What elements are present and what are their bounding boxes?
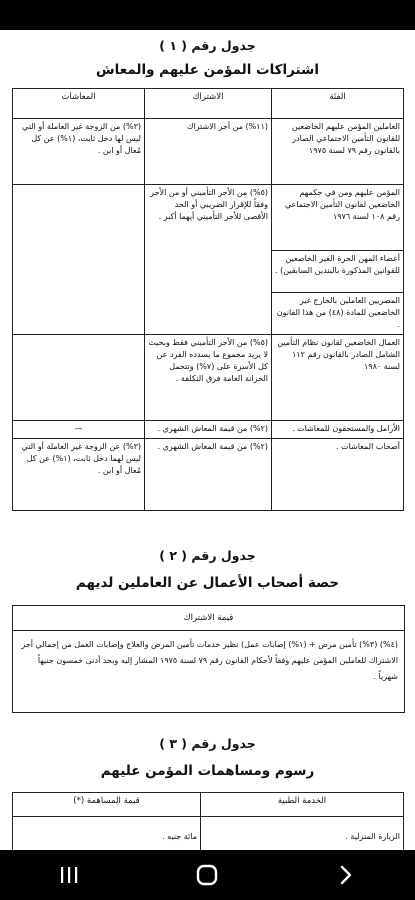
table2 bbox=[12, 605, 405, 713]
table1-cell: (٣%) من الزوجة غير العاملة أو التي ليس لها دخل ثابت، (١%) عن كل مُعال أو ابن . bbox=[13, 119, 145, 185]
recent-apps-button[interactable] bbox=[39, 855, 99, 895]
home-icon bbox=[196, 864, 218, 886]
table1-title: جدول رقم ( ١ ) bbox=[159, 38, 256, 53]
table2-body: (٤%) (٣%) تأمين مرض + (١%) إصابات عمل) نظير خدمات تأمين المرض والعلاج وإصابات العمل من إجمالي أجر الاشتراك للعاملين المؤمن عليهم وفقاً لأحكام القانون رقم ٧٩ لسنة ١٩٧٥ المشار إليه وبحد أدنى خمسون جنيهاً شهرياً . bbox=[21, 640, 398, 681]
table1 bbox=[12, 88, 404, 511]
table1-header-category: الفئة bbox=[272, 89, 404, 119]
table3-header-service: الخدمة الطبية bbox=[201, 793, 404, 817]
table1-cell: المصريين العاملين بالخارج غير الخاضعين للمادة (٤٨) من هذا القانون . bbox=[272, 293, 404, 335]
table3-subtitle: رسوم ومساهمات المؤمن عليهم bbox=[100, 763, 315, 779]
table1-cell: الأرامل والمستحقون للمعاشات . bbox=[272, 421, 404, 439]
table1-cell: أصحاب المعاشات . bbox=[272, 439, 404, 511]
table1-subtitle: اشتراكات المؤمن عليهم والمعاش bbox=[96, 62, 319, 78]
back-button[interactable] bbox=[316, 855, 376, 895]
table1-cell bbox=[13, 335, 145, 421]
table2-header: قيمة الاشتراك bbox=[13, 606, 404, 631]
table-row bbox=[13, 185, 404, 251]
table1-header-pensions: المعاشات bbox=[13, 89, 145, 119]
table3-cell: مائة جنيه . bbox=[13, 817, 201, 851]
table1-cell: — bbox=[13, 421, 145, 439]
table-row bbox=[13, 421, 404, 439]
table1-cell: (٢%) من قيمة المعاش الشهري . bbox=[145, 421, 272, 439]
table2-subtitle: حصة أصحاب الأعمال عن العاملين لديهم bbox=[75, 575, 340, 591]
table-row bbox=[13, 119, 404, 185]
document-page[interactable] bbox=[0, 30, 415, 850]
recent-apps-icon bbox=[59, 866, 79, 884]
table1-cell: المؤمن عليهم ومن في حكمهم الخاضعين لقانون التأمين الاجتماعي رقم ١٠٨ لسنة ١٩٧٦ bbox=[272, 185, 404, 251]
table-row bbox=[13, 439, 404, 511]
table1-cell: أعضاء المهن الحرة الغير الخاضعين للقوانين المذكورة بالبندين السابقين) . bbox=[272, 251, 404, 293]
table1-cell: (٣%) عن الزوجة غير العاملة أو التي ليس لهما دخل ثابت، (١%) عن كل مُعال أو ابن . bbox=[13, 439, 145, 511]
table3-title: جدول رقم ( ٣ ) bbox=[159, 736, 256, 751]
table3 bbox=[12, 792, 404, 850]
navigation-bar bbox=[0, 850, 415, 900]
table3-header-fee: قيمة المساهمة (*) bbox=[13, 793, 201, 817]
table1-cell: العمال الخاضعين لقانون نظام التأمين الشامل الصادر بالقانون رقم ١١٢ لسنة ١٩٨٠ bbox=[272, 335, 404, 421]
home-button[interactable] bbox=[177, 855, 237, 895]
table1-cell: (٥%) من الأجر التأميني أو من الأجر وفقاً للإقرار الضريبي أو الحد الأقصى للأجر التأميني أيهما أكبر . bbox=[145, 185, 272, 335]
table1-cell: (١١%) من أجر الاشتراك bbox=[145, 119, 272, 185]
table1-cell: (٢%) من قيمة المعاش الشهري . bbox=[145, 439, 272, 511]
table1-cell bbox=[13, 185, 145, 335]
table2-title: جدول رقم ( ٢ ) bbox=[159, 548, 256, 563]
table3-cell: الزيارة المنزلية . bbox=[201, 817, 404, 851]
table1-cell: (٥%) من الأجر التأميني فقط وبحيث لا يزيد مجموع ما يسدده الفرد عن كل الأسرة على (٧%) وتتحمل الخزانة العامة فرق التكلفة . bbox=[145, 335, 272, 421]
table1-header-contribution: الاشتراك bbox=[145, 89, 272, 119]
table1-cell: العاملين المؤمن عليهم الخاضعين للقانون التأمين الاجتماعي الصادر بالقانون رقم ٧٩ لسنة ١٩٧٥ bbox=[272, 119, 404, 185]
back-icon bbox=[339, 865, 353, 885]
table-row bbox=[13, 335, 404, 421]
table-row bbox=[13, 817, 404, 851]
status-bar bbox=[0, 0, 415, 30]
